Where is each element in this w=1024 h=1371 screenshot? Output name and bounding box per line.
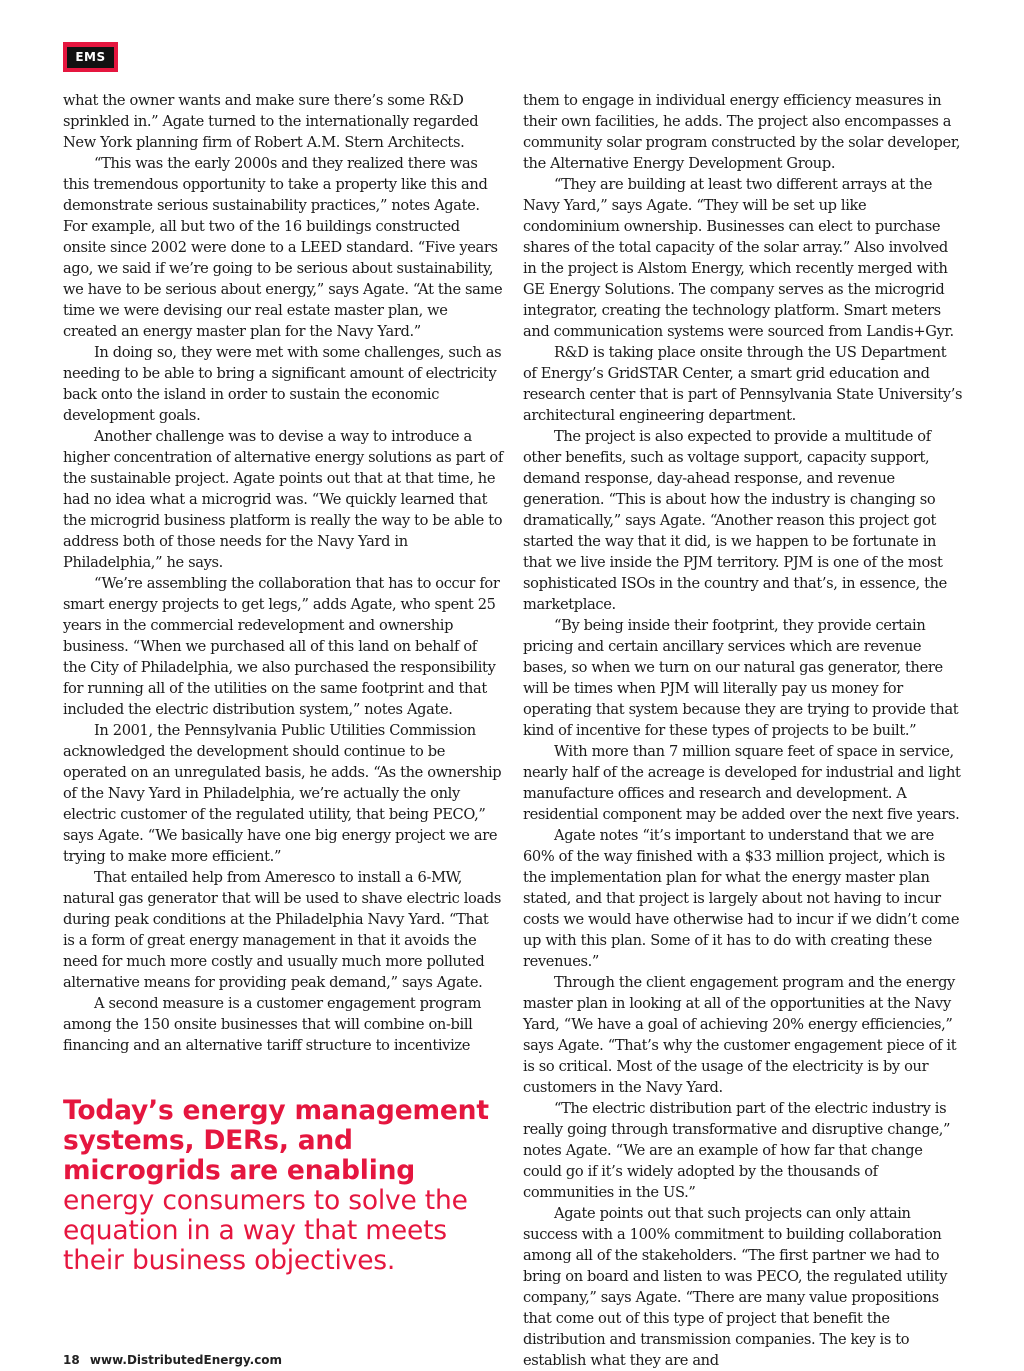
paragraph: That entailed help from Ameresco to install a 6-MW, natural gas generator that will be used to shave electric loads during peak conditions at the Philadelphia Navy Yard. “That is a form of great energy management in that it avoids the need for much more costly and usually much more polluted alternative means for providing peak demand,” says Agate. <box>63 869 501 991</box>
paragraph: In 2001, the Pennsylvania Public Utilities Commission acknowledged the development should continue to be operated on an unregulated basis, he adds. “As the ownership of the Navy Yard in Philadelphia, we’re actually the only electric customer of the regulated utility, that being PECO,” says Agate. “We basically have one big energy project we are trying to make more efficient.” <box>63 722 502 865</box>
paragraph: “They are building at least two different arrays at the Navy Yard,” says Agate. “They will be set up like condominium ownership. Businesses can elect to purchase shares of the total capacity of the solar array.” Also involved in the project is Alstom Energy, which recently merged with GE Energy Solutions. The company serves as the microgrid integrator, creating the technology platform. Smart meters and communication systems were sourced from Landis+Gyr. <box>523 176 954 340</box>
paragraph: what the owner wants and make sure there’s some R&D sprinkled in.” Agate turned to the internationally regarded New York planning firm of Robert A.M. Stern Architects. <box>63 92 479 151</box>
article-column-left <box>63 90 503 1056</box>
paragraph: “The electric distribution part of the electric industry is really going through transformative and disruptive change,” notes Agate. “We are an example of how far that change could go if it’s widely adopted by the thousands of communities in the US.” <box>523 1100 951 1201</box>
paragraph: With more than 7 million square feet of space in service, nearly half of the acreage is developed for industrial and light manufacture offices and research and development. A residential component may be added over the next five years. <box>523 743 961 823</box>
paragraph: Through the client engagement program and the energy master plan in looking at all of the opportunities at the Navy Yard, “We have a goal of achieving 20% energy efficiencies,” says Agate. “That’s why the customer engagement piece of it is so critical. Most of the usage of the electricity is by our customers in the Navy Yard. <box>523 974 957 1096</box>
paragraph: “By being inside their footprint, they provide certain pricing and certain ancillary services which are revenue bases, so when we turn on our natural gas generator, there will be times when PJM will literally pay us money for operating that system because they are trying to provide that kind of incentive for these types of projects to be built.” <box>523 617 959 739</box>
paragraph: The project is also expected to provide a multitude of other benefits, such as voltage support, capacity support, demand response, day-ahead response, and revenue generation. “This is about how the industry is changing so dramatically,” says Agate. “Another reason this project got started the way that it did, is we happen to be fortunate in that we live inside the PJM territory. PJM is one of the most sophisticated ISOs in the country and that’s, in essence, the marketplace. <box>523 428 947 613</box>
paragraph: A second measure is a customer engagement program among the 150 onsite businesses that will combine on-bill financing and an alternative tariff structure to incentivize <box>63 995 482 1054</box>
paragraph: In doing so, they were met with some challenges, such as needing to be able to bring a significant amount of electricity back onto the island in order to sustain the economic development goals. <box>63 344 502 424</box>
pull-quote <box>63 1096 508 1276</box>
footer-website-link[interactable]: www.DistributedEnergy.com <box>89 1353 283 1367</box>
page-number: 18 <box>63 1353 80 1367</box>
page-footer <box>63 1353 282 1367</box>
article-column-right <box>523 90 963 1371</box>
paragraph: “We’re assembling the collaboration that has to occur for smart energy projects to get legs,” adds Agate, who spent 25 years in the commercial redevelopment and ownership business. “When we purchased all of this land on behalf of the City of Philadelphia, we also purchased the responsibility for running all of the utilities on the same footprint and that included the electric distribution system,” notes Agate. <box>63 575 500 718</box>
paragraph: Agate notes “it’s important to understand that we are 60% of the way finished with a $33 million project, which is the implementation plan for what the energy master plan stated, and that project is largely about not having to incur costs we would have otherwise had to incur if we didn’t come up with this plan. Some of it has to do with creating these revenues.” <box>523 827 960 970</box>
section-tag <box>63 42 118 72</box>
pull-quote-bold: Today’s energy management systems, DERs, and microgrids are enabling <box>63 1095 489 1186</box>
section-tag-label: EMS <box>67 47 113 68</box>
paragraph: Agate points out that such projects can only attain success with a 100% commitment to building collaboration among all of the stakeholders. “The first partner we had to bring on board and listen to was PECO, the regulated utility company,” says Agate. “There are many value propositions that come out of this type of project that benefit the distribution and transmission companies. The key is to establish what they are and <box>523 1205 948 1369</box>
paragraph: Another challenge was to devise a way to introduce a higher concentration of alternative energy solutions as part of the sustainable project. Agate points out that at that time, he had no idea what a microgrid was. “We quickly learned that the microgrid business platform is really the way to be able to address both of those needs for the Navy Yard in Philadelphia,” he says. <box>63 428 503 571</box>
paragraph: “This was the early 2000s and they realized there was this tremendous opportunity to take a property like this and demonstrate serious sustainability practices,” notes Agate. For example, all but two of the 16 buildings constructed onsite since 2002 were done to a LEED standard. “Five years ago, we said if we’re going to be serious about sustainability, we have to be serious about energy,” says Agate. “At the same time we were devising our real estate master plan, we created an energy master plan for the Navy Yard.” <box>63 155 503 340</box>
pull-quote-regular: energy consumers to solve the equation in a way that meets their business objectives. <box>63 1185 468 1276</box>
paragraph: them to engage in individual energy efficiency measures in their own facilities, he adds. The project also encompasses a community solar program constructed by the solar developer, the Alternative Energy Development Group. <box>523 92 961 172</box>
paragraph: R&D is taking place onsite through the US Department of Energy’s GridSTAR Center, a smart grid education and research center that is part of Pennsylvania State University’s architectural engineering department. <box>523 344 963 424</box>
